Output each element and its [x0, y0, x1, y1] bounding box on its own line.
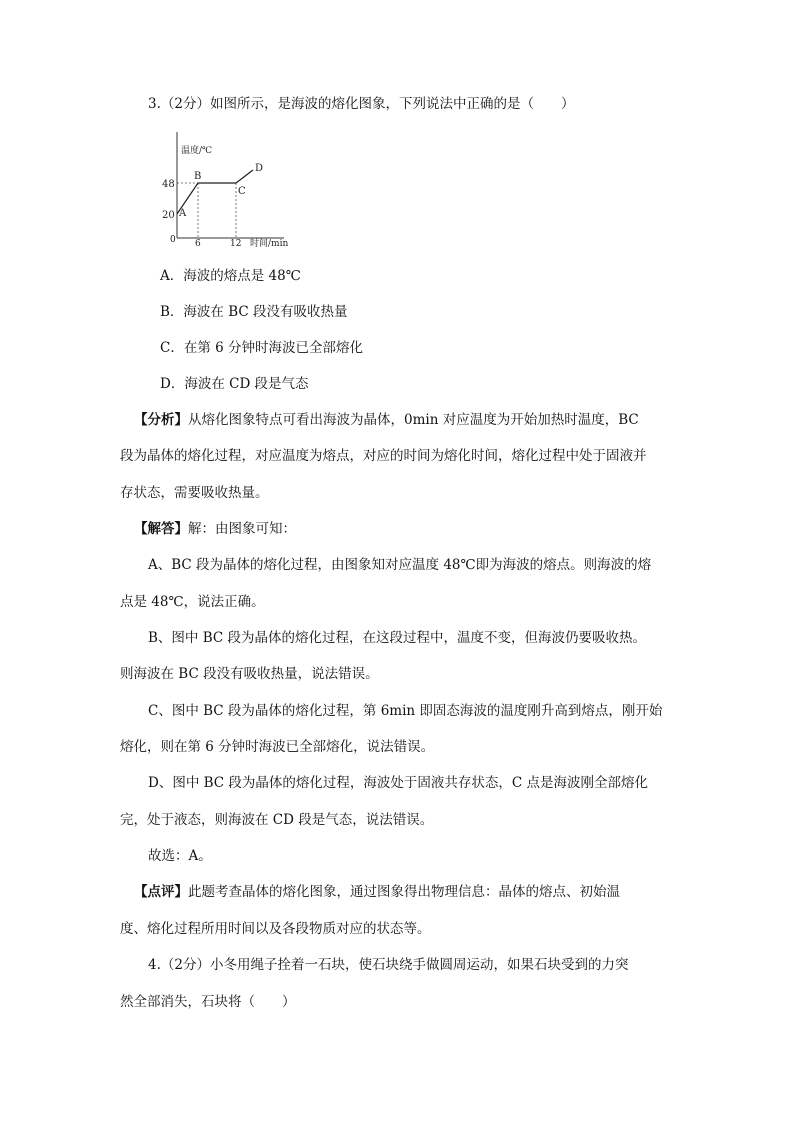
answer-c-line-2: 熔化，则在第 6 分钟时海波已全部熔化，说法错误。	[120, 739, 435, 755]
comment-tag: 【点评】	[134, 884, 188, 900]
xtick-12: 12	[230, 239, 242, 249]
point-c-label: C	[238, 186, 246, 197]
x-axis-label: 时间/min	[250, 239, 289, 249]
q3-option-a: A．海波的熔点是 48℃	[160, 268, 301, 284]
answer-b-line-2: 则海波在 BC 段没有吸收热量，说法错误。	[120, 666, 379, 682]
ytick-20: 20	[162, 210, 175, 221]
analysis-tag: 【分析】	[134, 412, 188, 428]
comment-line-2: 度、熔化过程所用时间以及各段物质对应的状态等。	[120, 921, 431, 937]
analysis-line-1: 【分析】从熔化图象特点可看出海波为晶体，0min 对应温度为开始加热时温度，BC	[134, 412, 639, 428]
q3-option-b: B．海波在 BC 段没有吸收热量	[160, 304, 348, 320]
answer-b-line-1: B、图中 BC 段为晶体的熔化过程，在这段过程中，温度不变，但海波仍要吸收热。	[148, 630, 647, 646]
answer-intro-line: 【解答】解：由图象可知：	[134, 521, 296, 537]
answer-d-line-1: D、图中 BC 段为晶体的熔化过程，海波处于固液共存状态，C 点是海波刚全部熔化	[148, 775, 649, 791]
answer-choice: 故选：A。	[148, 848, 212, 864]
q3-stem: 3.（2分）如图所示，是海波的熔化图象，下列说法中正确的是（ ）	[148, 96, 575, 112]
answer-a-line-2: 点是 48℃，说法正确。	[120, 594, 265, 610]
point-a-label: A	[179, 208, 187, 219]
point-b-label: B	[194, 171, 202, 182]
q3-option-d: D．海波在 CD 段是气态	[160, 376, 309, 392]
comment-line-1: 【点评】此题考查晶体的熔化图象，通过图象得出物理信息：晶体的熔点、初始温	[134, 884, 620, 900]
answer-a-line-1: A、BC 段为晶体的熔化过程，由图象知对应温度 48℃即为海波的熔点。则海波的熔	[148, 557, 652, 573]
answer-c-line-1: C、图中 BC 段为晶体的熔化过程，第 6min 即固态海波的温度刚升高到熔点，刚开始	[148, 703, 663, 719]
origin-label: 0	[170, 235, 176, 245]
q4-stem-line-1: 4.（2分）小冬用绳子拴着一石块，使石块绕手做圆周运动，如果石块受到的力突	[148, 957, 629, 973]
answer-d-line-2: 完，处于液态，则海波在 CD 段是气态，说法错误。	[120, 812, 434, 828]
q3-option-c: C．在第 6 分钟时海波已全部熔化	[160, 340, 364, 356]
q4-stem-line-2: 然全部消失，石块将（ ）	[120, 994, 296, 1010]
answer-tag: 【解答】	[134, 521, 188, 537]
ytick-48: 48	[162, 179, 175, 190]
melting-graph	[160, 128, 300, 250]
xtick-6: 6	[195, 239, 201, 249]
analysis-line-2: 段为晶体的熔化过程，对应温度为熔点，对应的时间为熔化时间，熔化过程中处于固液并	[120, 448, 647, 464]
y-axis-label: 温度/℃	[181, 146, 213, 156]
analysis-line-3: 存状态，需要吸收热量。	[120, 485, 269, 501]
point-d-label: D	[255, 163, 264, 174]
